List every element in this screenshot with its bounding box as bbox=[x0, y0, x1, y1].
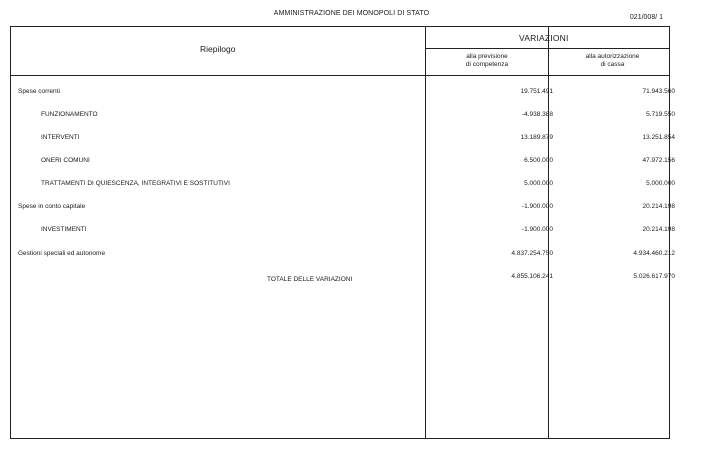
competenza-column-header bbox=[437, 53, 537, 68]
row-cassa-funzionamento: 5.719.550 bbox=[646, 111, 675, 118]
row-competenza-gestioni-speciali: 4.837.254.750 bbox=[511, 250, 553, 257]
row-label-gestioni-speciali: Gestioni speciali ed autonome bbox=[18, 250, 106, 257]
row-competenza-spese-conto-capitale: -1.900.000 bbox=[521, 203, 553, 210]
variazioni-header: VARIAZIONI bbox=[519, 33, 569, 43]
row-cassa-gestioni-speciali: 4.934.460.212 bbox=[633, 250, 675, 257]
row-label-interventi: INTERVENTI bbox=[41, 134, 80, 141]
cassa-column-header bbox=[560, 53, 665, 68]
row-label-trattamenti: TRATTAMENTI DI QUIESCENZA, INTEGRATIVI E SOSTITUTIVI bbox=[41, 180, 230, 187]
cassa-header-line2: di cassa bbox=[600, 60, 625, 68]
row-cassa-spese-conto-capitale: 20.214.198 bbox=[642, 203, 675, 210]
total-competenza: 4.855.106.241 bbox=[511, 273, 553, 280]
group-header-divider bbox=[425, 48, 669, 49]
row-label-spese-correnti: Spese correnti bbox=[18, 88, 60, 95]
document-title: AMMINISTRAZIONE DEI MONOPOLI DI STATO bbox=[273, 10, 430, 17]
competenza-header-line2: di competenza bbox=[465, 60, 509, 68]
row-label-funzionamento: FUNZIONAMENTO bbox=[41, 111, 98, 118]
competenza-header-line1: alla previsione bbox=[466, 53, 508, 60]
summary-table bbox=[10, 26, 670, 439]
row-competenza-funzionamento: -4.938.388 bbox=[521, 111, 553, 118]
row-cassa-trattamenti: 5.000.000 bbox=[646, 180, 675, 187]
header-bottom-divider bbox=[11, 75, 669, 76]
row-cassa-interventi: 13.251.854 bbox=[642, 134, 675, 141]
page-code: 021/008/ 1 bbox=[629, 14, 663, 21]
row-label-oneri-comuni: ONERI COMUNI bbox=[41, 157, 90, 164]
total-label: TOTALE DELLE VARIAZIONI bbox=[267, 276, 353, 283]
column-divider-left bbox=[425, 27, 426, 438]
row-cassa-investimenti: 20.214.198 bbox=[642, 226, 675, 233]
row-competenza-trattamenti: 5.000.000 bbox=[524, 180, 553, 187]
row-competenza-oneri-comuni: 6.500.000 bbox=[524, 157, 553, 164]
row-competenza-spese-correnti: 19.751.491 bbox=[520, 88, 553, 95]
cassa-header-line1: alla autorizzazione bbox=[585, 53, 640, 60]
row-label-investimenti: INVESTIMENTI bbox=[41, 226, 87, 233]
total-cassa: 5.026.617.970 bbox=[633, 273, 675, 280]
row-cassa-oneri-comuni: 47.972.156 bbox=[642, 157, 675, 164]
riepilogo-header: Riepilogo bbox=[200, 44, 236, 54]
row-competenza-investimenti: -1.900.000 bbox=[521, 226, 553, 233]
row-competenza-interventi: 13.189.879 bbox=[520, 134, 553, 141]
row-label-spese-conto-capitale: Spese in conto capitale bbox=[18, 203, 86, 210]
row-cassa-spese-correnti: 71.943.560 bbox=[642, 88, 675, 95]
